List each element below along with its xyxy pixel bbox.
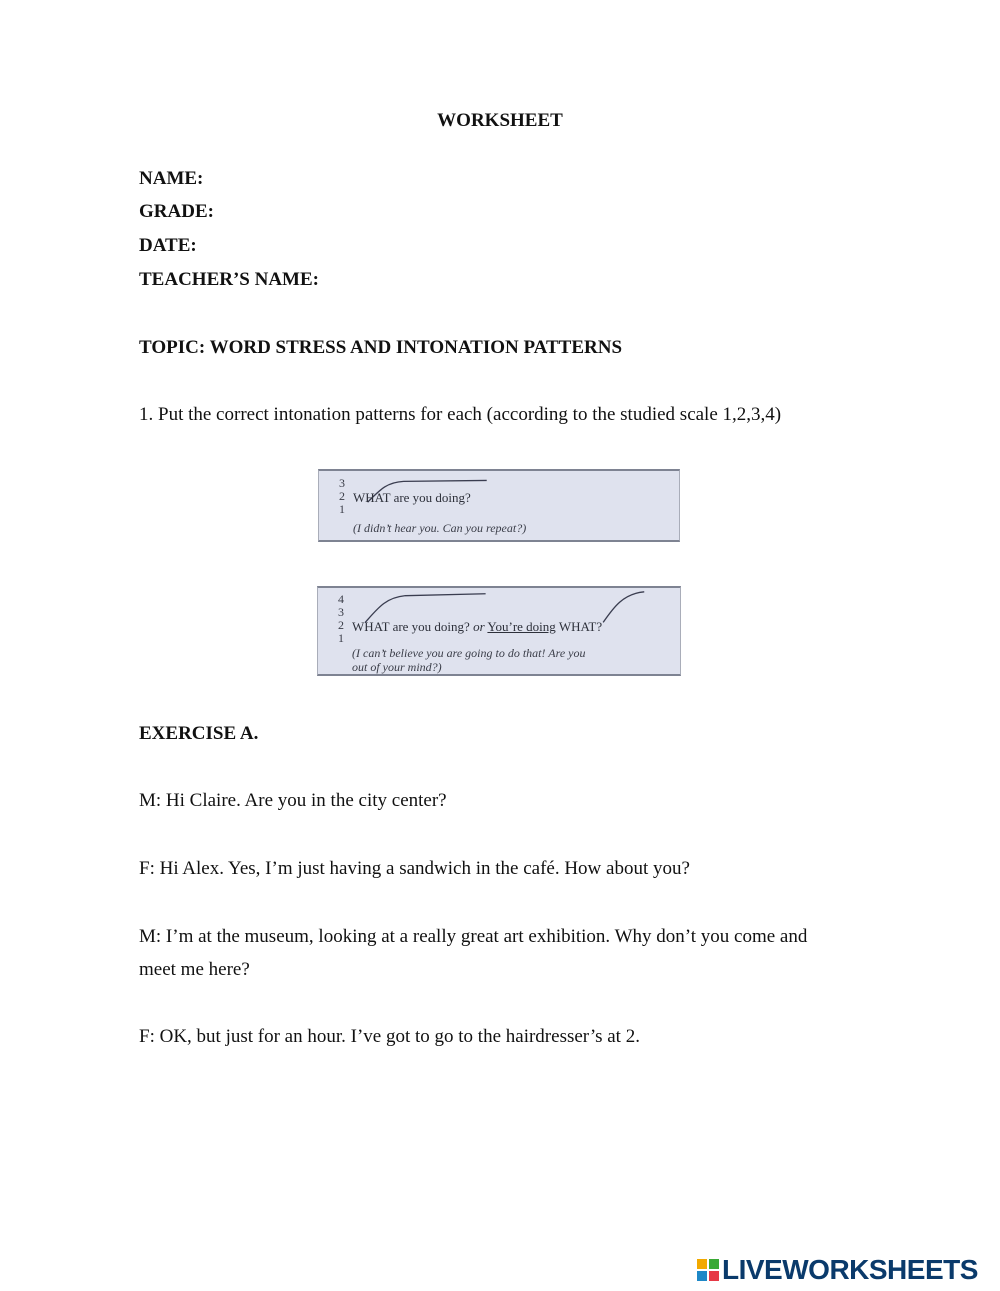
- exercise-heading: EXERCISE A.: [139, 723, 259, 744]
- worksheet-title: WORKSHEET: [437, 110, 563, 131]
- level-1: 1: [339, 502, 345, 516]
- level-1: 1: [338, 631, 344, 645]
- logo-square: [697, 1259, 707, 1269]
- level-3: 3: [339, 476, 345, 490]
- grade-field-label: GRADE:: [139, 201, 214, 222]
- second-stressed-word: WHAT?: [555, 619, 603, 634]
- figure2-sentence: [352, 619, 602, 635]
- dialogue-line: F: Hi Alex. Yes, I’m just having a sandwich in the café. How about you?: [139, 858, 690, 879]
- dialogue-line: meet me here?: [139, 959, 250, 980]
- sentence-rest: are you doing?: [390, 490, 471, 505]
- topic-heading: TOPIC: WORD STRESS AND INTONATION PATTERNS: [139, 337, 623, 358]
- logo-square: [697, 1271, 707, 1281]
- intonation-figure-2: [317, 586, 681, 676]
- level-2: 2: [338, 618, 344, 632]
- figure2-note-line1: (I can’t believe you are going to do that! Are you: [352, 646, 586, 660]
- name-field-label: NAME:: [139, 168, 204, 189]
- stressed-word: WHAT: [352, 619, 390, 634]
- figure1-sentence: [353, 490, 471, 506]
- second-sentence: You’re doing: [487, 619, 556, 634]
- intonation-figure-1: [318, 469, 680, 542]
- teacher-name-field-label: TEACHER’S NAME:: [139, 269, 319, 290]
- level-4: 4: [338, 592, 344, 606]
- logo-text: LIVEWORKSHEETS: [722, 1254, 978, 1285]
- date-field-label: DATE:: [139, 235, 197, 256]
- figure1-note: (I didn’t hear you. Can you repeat?): [353, 521, 527, 535]
- level-3: 3: [338, 605, 344, 619]
- sentence-rest: are you doing?: [389, 619, 474, 634]
- logo-square: [709, 1271, 719, 1281]
- logo-square: [709, 1259, 719, 1269]
- logo-icon: [697, 1259, 719, 1281]
- instruction-text: 1. Put the correct intonation patterns for each (according to the studied scale 1,2,3,4): [139, 404, 782, 425]
- dialogue-line: F: OK, but just for an hour. I’ve got to go to the hairdresser’s at 2.: [139, 1026, 640, 1047]
- dialogue-line: M: I’m at the museum, looking at a really great art exhibition. Why don’t you come and: [139, 926, 808, 947]
- figure2-note-line2: out of your mind?): [352, 660, 442, 674]
- stressed-word: WHAT: [353, 490, 391, 505]
- dialogue-line: M: Hi Claire. Are you in the city center?: [139, 790, 447, 811]
- level-2: 2: [339, 489, 345, 503]
- liveworksheets-logo: [697, 1254, 978, 1286]
- or-word: or: [473, 619, 485, 634]
